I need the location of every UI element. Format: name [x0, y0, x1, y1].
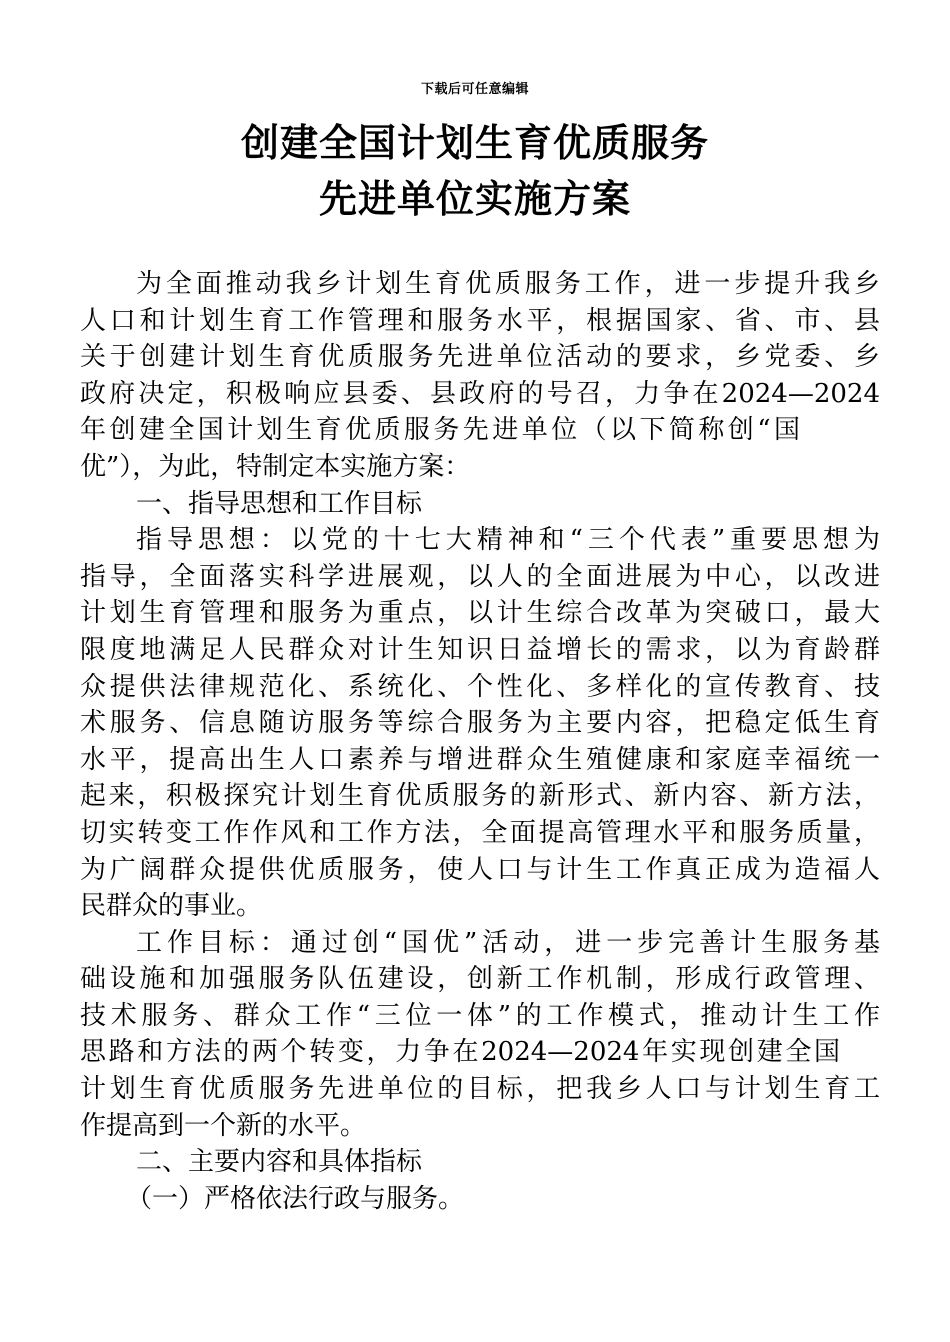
- text-line: 切实转变工作作风和工作方法，全面提高管理水平和服务质量，: [80, 817, 880, 848]
- section-heading-1: [80, 486, 880, 523]
- text-line: 指导思想：以党的十七大精神和“三个代表”重要思想为: [136, 525, 880, 556]
- document-title-line-1: 创建全国计划生育优质服务: [240, 121, 709, 165]
- text-line: 年创建全国计划生育优质服务先进单位（以下简称创“国: [80, 415, 800, 446]
- text-line: 为广阔群众提供优质服务，使人口与计生工作真正成为造福人: [80, 854, 880, 885]
- text-line: 为全面推动我乡计划生育优质服务工作，进一步提升我乡: [136, 269, 880, 299]
- paragraph-guiding-thought: [80, 522, 880, 925]
- text-line: 优”），为此，特制定本实施方案：: [80, 451, 471, 482]
- text-line: 众提供法律规范化、系统化、个性化、多样化的宣传教育、技: [80, 671, 880, 702]
- header-note: 下载后可任意编辑: [420, 82, 529, 97]
- text-line: 技术服务、群众工作“三位一体”的工作模式，推动计生工作: [80, 1000, 880, 1031]
- text-line: 计划生育优质服务先进单位的目标，把我乡人口与计划生育工: [80, 1074, 880, 1105]
- section-heading-2: [80, 1144, 880, 1181]
- document-title-line-2: 先进单位实施方案: [318, 177, 631, 221]
- paragraph-work-goal: [80, 925, 880, 1145]
- text-line: 指导，全面落实科学进展观，以人的全面进展为中心，以改进: [80, 561, 880, 592]
- text-line: 计划生育管理和服务为重点，以计生综合改革为突破口，最大: [80, 598, 880, 629]
- document-body: [80, 266, 880, 1217]
- text-line: 人口和计划生育工作管理和服务水平，根据国家、省、市、县: [80, 305, 880, 336]
- text-line: 术服务、信息随访服务等综合服务为主要内容，把稳定低生育: [80, 708, 880, 739]
- text-line: 民群众的事业。: [80, 891, 263, 922]
- text-line: 工作目标：通过创“国优”活动，进一步完善计生服务基: [136, 927, 880, 958]
- text-line: 起来，积极探究计划生育优质服务的新形式、新内容、新方法，: [80, 781, 880, 812]
- text-line: 作提高到一个新的水平。: [80, 1110, 367, 1141]
- subsection-heading-1: [80, 1181, 880, 1218]
- text-line: 水平，提高出生人口素养与增进群众生殖健康和家庭幸福统一: [80, 744, 880, 775]
- text-line: （一）严格依法行政与服务。: [126, 1183, 465, 1214]
- paragraph-intro: [80, 266, 880, 486]
- text-line: 思路和方法的两个转变，力争在2024—2024年实现创建全国: [80, 1037, 840, 1068]
- text-line: 础设施和加强服务队伍建设，创新工作机制，形成行政管理、: [80, 964, 880, 995]
- text-line: 关于创建计划生育优质服务先进单位活动的要求，乡党委、乡: [80, 342, 880, 373]
- text-line: 限度地满足人民群众对计生知识日益增长的需求，以为育龄群: [80, 634, 880, 665]
- text-line: 政府决定，积极响应县委、县政府的号召，力争在2024—2024: [80, 378, 880, 409]
- text-line: 一、指导思想和工作目标: [136, 488, 423, 519]
- text-line: 二、主要内容和具体指标: [136, 1147, 423, 1178]
